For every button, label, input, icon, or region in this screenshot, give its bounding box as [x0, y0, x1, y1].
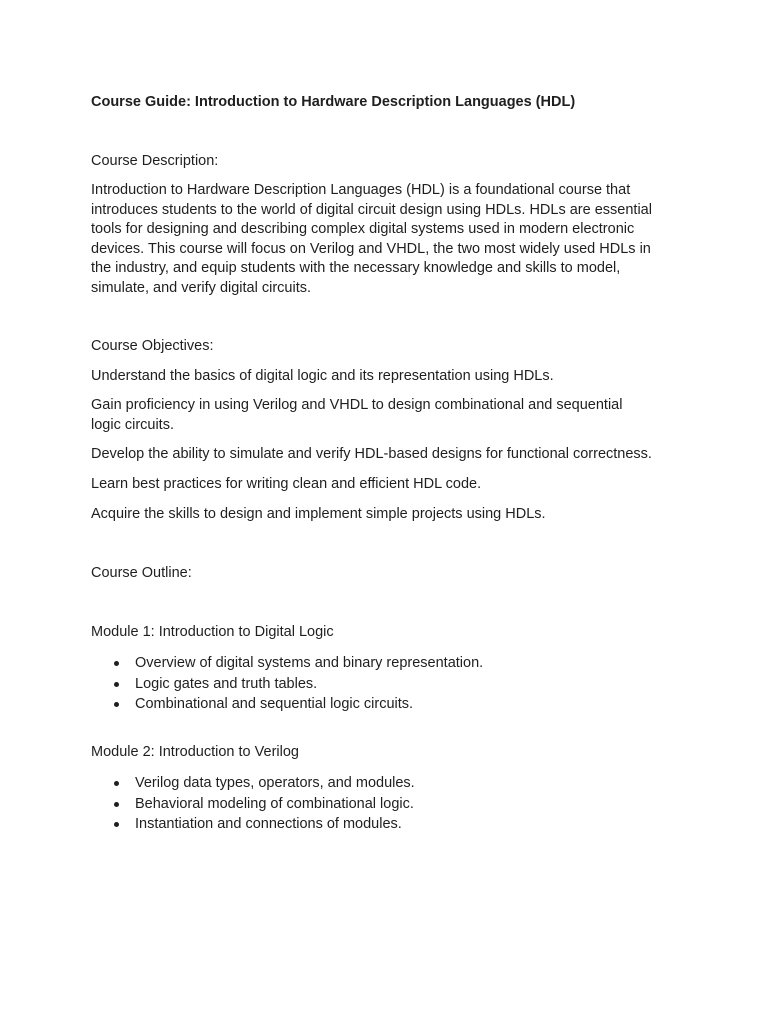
objective-item: Understand the basics of digital logic and its representation using HDLs.	[91, 368, 554, 384]
description-line: tools for designing and describing complex digital systems used in modern electronic	[91, 221, 635, 237]
objective-item: Learn best practices for writing clean and efficient HDL code.	[91, 476, 482, 492]
bullet-icon	[114, 702, 119, 707]
objective-line: Gain proficiency in using Verilog and VHDL to design combinational and sequential	[91, 397, 623, 413]
list-item	[91, 814, 691, 835]
topic-text: Overview of digital systems and binary representation.	[135, 655, 484, 671]
description-line: simulate, and verify digital circuits.	[91, 279, 311, 296]
module-1-title: Module 1: Introduction to Digital Logic	[91, 624, 334, 640]
module-2-topic-list	[91, 773, 691, 835]
description-line: Introduction to Hardware Description Languages (HDL) is a foundational course that	[91, 182, 631, 198]
objective-item: Acquire the skills to design and implement simple projects using HDLs.	[91, 506, 546, 522]
course-objectives-heading: Course Objectives:	[91, 338, 214, 354]
description-line: devices. This course will focus on Verilog and VHDL, the two most widely used HDLs in	[91, 240, 651, 257]
course-outline-heading: Course Outline:	[91, 565, 192, 581]
bullet-icon	[114, 661, 119, 666]
description-line: the industry, and equip students with the necessary knowledge and skills to model,	[91, 260, 621, 276]
bullet-icon	[114, 682, 119, 687]
document-title: Course Guide: Introduction to Hardware Description Languages (HDL)	[91, 94, 576, 110]
bullet-icon	[114, 802, 119, 807]
topic-text: Instantiation and connections of modules.	[135, 816, 402, 832]
bullet-icon	[114, 781, 119, 786]
topic-text: Combinational and sequential logic circuits.	[135, 696, 414, 712]
list-item	[91, 773, 691, 794]
topic-text: Verilog data types, operators, and modules.	[135, 775, 415, 791]
course-description-heading: Course Description:	[91, 153, 219, 169]
module-1-topic-list	[91, 653, 691, 715]
list-item	[91, 674, 691, 695]
topic-text: Logic gates and truth tables.	[135, 675, 318, 692]
course-description-paragraph	[91, 181, 691, 298]
objective-item: Develop the ability to simulate and verify HDL-based designs for functional correctness.	[91, 446, 652, 462]
objective-line: logic circuits.	[91, 416, 174, 433]
list-item	[91, 694, 691, 715]
module-2-title: Module 2: Introduction to Verilog	[91, 744, 299, 760]
list-item	[91, 653, 691, 674]
objective-item	[91, 396, 691, 435]
list-item	[91, 794, 691, 815]
bullet-icon	[114, 822, 119, 827]
topic-text: Behavioral modeling of combinational logic.	[135, 795, 414, 812]
description-line: introduces students to the world of digital circuit design using HDLs. HDLs are essential	[91, 201, 652, 218]
